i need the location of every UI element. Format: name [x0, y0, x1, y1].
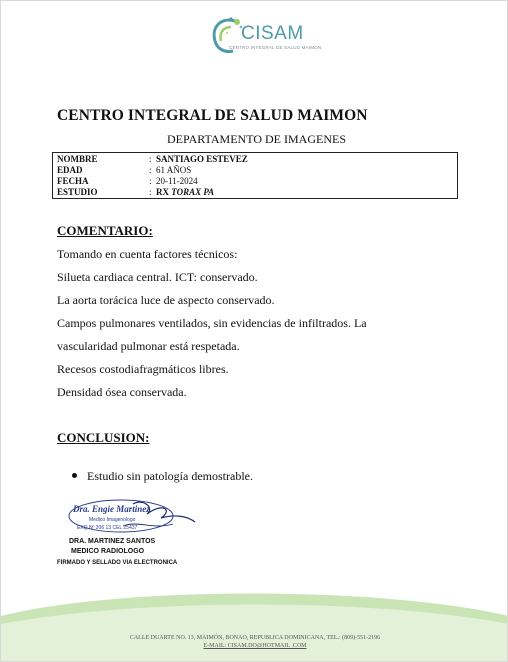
patient-label: EDAD — [57, 165, 83, 175]
footer-band — [1, 586, 508, 662]
patient-value: SANTIAGO ESTEVEZ — [156, 154, 248, 164]
colon: : — [149, 165, 152, 175]
colon: : — [149, 187, 152, 197]
conclusion-heading: CONCLUSION: — [57, 430, 150, 445]
signature-note: FIRMADO Y SELLADO VIA ELECTRONICA — [57, 560, 178, 566]
footer-email: E-MAIL: CISAM.DO@HOTMAIL .COM — [203, 643, 307, 649]
comentario-line: Campos pulmonares ventilados, sin evidencias de infiltrados. La — [57, 316, 367, 330]
bullet-icon — [72, 473, 77, 478]
comentario-line: Densidad ósea conservada. — [57, 385, 187, 399]
doctor-role: MEDICO RADIOLOGO — [71, 548, 145, 555]
colon: : — [149, 176, 152, 186]
patient-label: ESTUDIO — [57, 187, 98, 197]
patient-label: FECHA — [57, 176, 89, 186]
stamp-exeq: EXQ Nº 206 13 CEL 25437 — [77, 525, 138, 531]
cisam-logo — [207, 13, 327, 57]
stamp-role: Medico Imagenologo — [89, 517, 136, 523]
comentario-line: Recesos costodiafragmáticos libres. — [57, 362, 229, 376]
stamp-name: Dra. Engie Martinez — [73, 504, 150, 514]
comentario-line: Silueta cardiaca central. ICT: conservado. — [57, 270, 258, 284]
comentario-line: La aorta torácica luce de aspecto conservado. — [57, 293, 275, 307]
patient-label: NOMBRE — [57, 154, 98, 164]
page-title: CENTRO INTEGRAL DE SALUD MAIMON — [57, 107, 368, 124]
comentario-line: Tomando en cuenta factores técnicos: — [57, 247, 238, 261]
patient-value: 61 AÑOS — [156, 165, 192, 175]
patient-info-box — [52, 152, 458, 199]
patient-value — [156, 187, 214, 198]
comentario-line: vascularidad pulmonar está respetada. — [57, 339, 240, 353]
patient-value: 20-11-2024 — [156, 176, 198, 186]
study-name: TORAX PA — [171, 187, 215, 197]
comentario-heading: COMENTARIO: — [57, 223, 153, 238]
footer-address: CALLE DUARTE NO. 13, MAIMÓN, BONAO, REPUBLICA DOMINICANA, TEL.: (809)-551-2196 — [129, 635, 381, 641]
logo-wordmark: CISAM — [241, 23, 304, 44]
study-prefix: RX — [156, 187, 169, 197]
conclusion-item: Estudio sin patología demostrable. — [87, 469, 253, 483]
colon: : — [149, 154, 152, 164]
logo-subtitle: CENTRO INTEGRAL DE SALUD MAIMON — [229, 45, 322, 50]
department-title: DEPARTAMENTO DE IMAGENES — [167, 132, 346, 146]
doctor-name: DRA. MARTINEZ SANTOS — [69, 538, 156, 545]
